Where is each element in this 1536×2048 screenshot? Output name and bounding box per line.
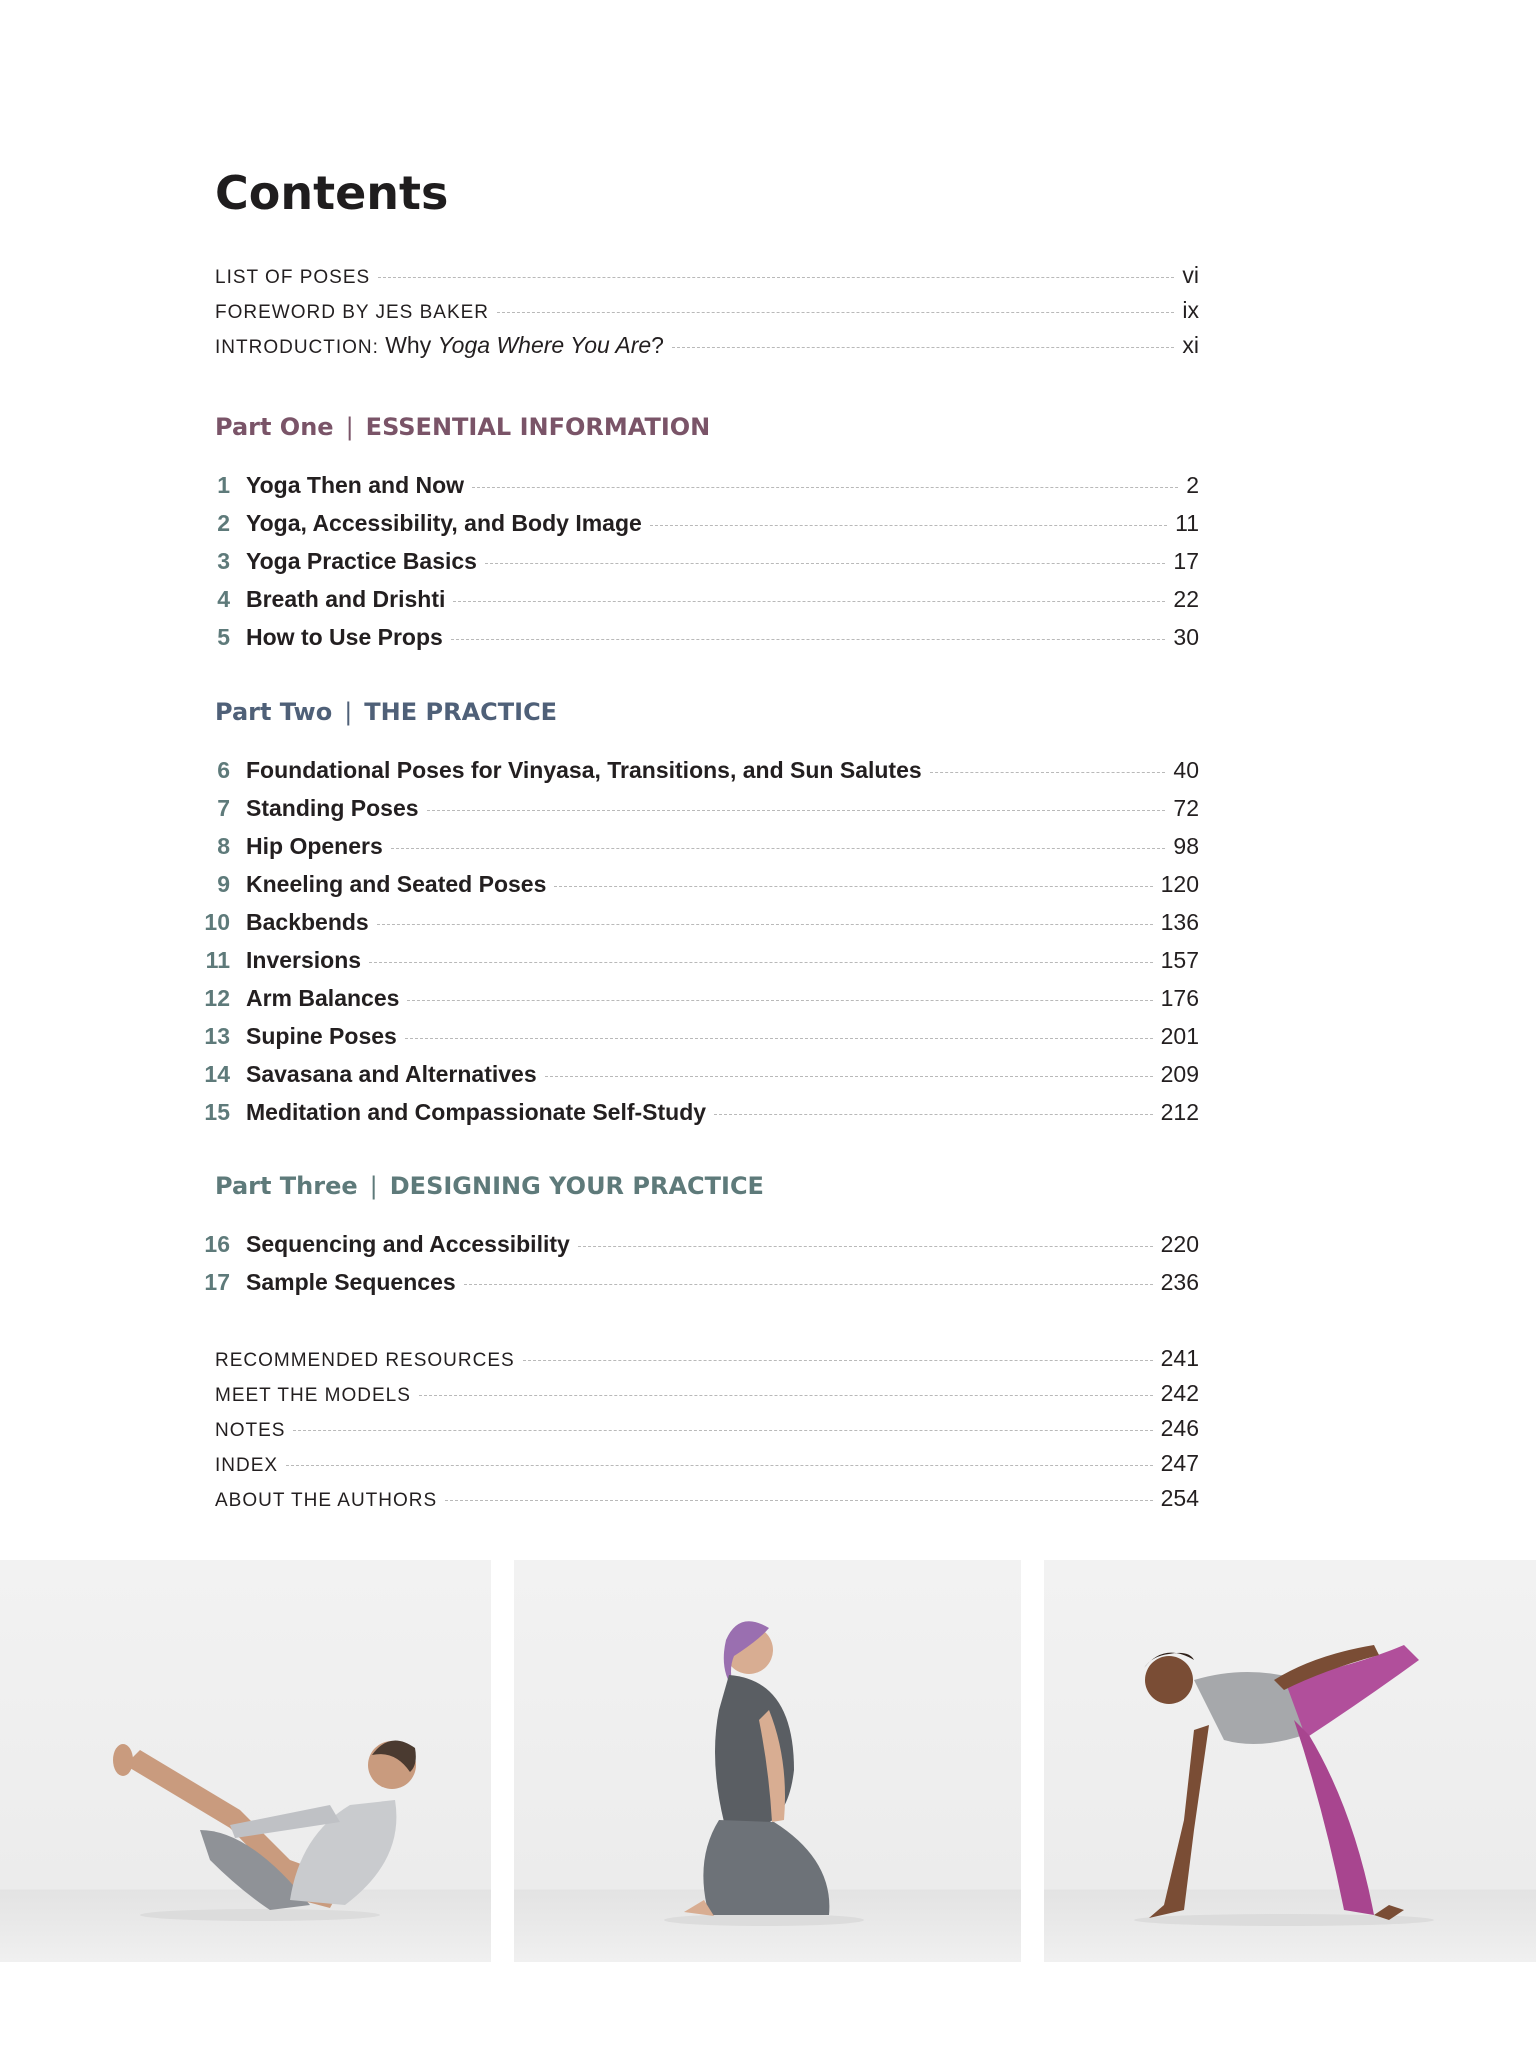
toc-front-introduction[interactable]	[215, 332, 1199, 359]
chapter-page: 120	[1160, 871, 1199, 897]
toc-chapter-7[interactable]	[198, 795, 1199, 822]
leader-dots	[391, 848, 1166, 849]
chapter-number: 15	[204, 1099, 230, 1125]
chapter-number: 17	[204, 1269, 230, 1295]
chapter-title: Inversions	[246, 947, 362, 973]
chapter-title: Supine Poses	[246, 1023, 397, 1049]
toc-label: FOREWORD BY JES BAKER	[215, 302, 490, 323]
chapter-page: 136	[1160, 909, 1199, 935]
chapter-page: 209	[1160, 1061, 1199, 1087]
chapter-number: 14	[204, 1061, 230, 1087]
toc-label: RECOMMENDED RESOURCES	[215, 1350, 515, 1371]
page-title: Contents	[215, 166, 449, 220]
subtitle-italic: Yoga Where You Are	[437, 332, 652, 358]
toc-chapter-2[interactable]	[198, 510, 1199, 537]
chapter-page: 98	[1173, 833, 1199, 859]
leader-dots	[545, 1076, 1153, 1077]
part-name: Part Three	[215, 1172, 358, 1200]
part-title: THE PRACTICE	[364, 698, 558, 726]
leader-dots	[427, 810, 1166, 811]
chapter-page: 2	[1186, 472, 1199, 498]
chapter-number: 10	[204, 909, 230, 935]
leader-dots	[419, 1395, 1153, 1396]
leader-dots	[650, 525, 1167, 526]
toc-label	[215, 332, 664, 359]
kneeling-pose-figure	[514, 1560, 1021, 1962]
chapter-title: Meditation and Compassionate Self-Study	[246, 1099, 707, 1125]
toc-chapter-16[interactable]	[198, 1231, 1199, 1258]
leader-dots	[714, 1114, 1153, 1115]
toc-back-index[interactable]	[215, 1450, 1199, 1477]
leader-dots	[407, 1000, 1152, 1001]
toc-front-foreword[interactable]	[215, 297, 1199, 324]
chapter-title: Foundational Poses for Vinyasa, Transitions, and Sun Salutes	[246, 757, 922, 783]
part-three-heading	[215, 1172, 764, 1200]
leader-dots	[451, 639, 1166, 640]
chapter-page: 30	[1173, 624, 1199, 650]
toc-page: 242	[1160, 1380, 1199, 1406]
part-title: ESSENTIAL INFORMATION	[365, 413, 711, 441]
part-separator: |	[344, 698, 353, 726]
toc-label-prefix: INTRODUCTION:	[215, 337, 379, 358]
leader-dots	[523, 1360, 1153, 1361]
part-name: Part Two	[215, 698, 333, 726]
leader-dots	[453, 601, 1165, 602]
chapter-title: Backbends	[246, 909, 369, 935]
chapter-number: 3	[217, 548, 230, 574]
chapter-page: 212	[1160, 1099, 1199, 1125]
leader-dots	[472, 487, 1178, 488]
chapter-title: Savasana and Alternatives	[246, 1061, 537, 1087]
toc-chapter-17[interactable]	[198, 1269, 1199, 1296]
photo-kneeling-pose	[514, 1560, 1021, 1962]
chapter-number: 13	[204, 1023, 230, 1049]
part-one-heading	[215, 413, 710, 441]
chapter-page: 236	[1160, 1269, 1199, 1295]
leader-dots	[405, 1038, 1153, 1039]
toc-chapter-4[interactable]	[198, 586, 1199, 613]
leader-dots	[464, 1284, 1153, 1285]
part-name: Part One	[215, 413, 334, 441]
toc-label: MEET THE MODELS	[215, 1385, 411, 1406]
chapter-title: Standing Poses	[246, 795, 419, 821]
chapter-page: 72	[1173, 795, 1199, 821]
toc-front-list-of-poses[interactable]	[215, 262, 1199, 289]
toc-page: vi	[1182, 262, 1199, 288]
chapter-page: 201	[1160, 1023, 1199, 1049]
toc-chapter-9[interactable]	[198, 871, 1199, 898]
chapter-number: 11	[205, 947, 230, 973]
chapter-number: 7	[217, 795, 230, 821]
toc-chapter-6[interactable]	[198, 757, 1199, 784]
chapter-number: 8	[217, 833, 230, 859]
chapter-title: Sample Sequences	[246, 1269, 456, 1295]
toc-back-meet-the-models[interactable]	[215, 1380, 1199, 1407]
chapter-page: 17	[1173, 548, 1199, 574]
part-title: DESIGNING YOUR PRACTICE	[389, 1172, 764, 1200]
toc-chapter-1[interactable]	[198, 472, 1199, 499]
leader-dots	[369, 962, 1153, 963]
chapter-title: Yoga Practice Basics	[246, 548, 477, 574]
toc-back-about-the-authors[interactable]	[215, 1485, 1199, 1512]
chapter-number: 4	[217, 586, 230, 612]
toc-page: 246	[1160, 1415, 1199, 1441]
chapter-page: 176	[1160, 985, 1199, 1011]
chapter-title: Kneeling and Seated Poses	[246, 871, 547, 897]
kneeling-twist-figure	[1044, 1560, 1536, 1962]
leader-dots	[497, 312, 1174, 313]
subtitle-end: ?	[651, 332, 664, 358]
toc-chapter-3[interactable]	[198, 548, 1199, 575]
toc-chapter-11[interactable]	[198, 947, 1199, 974]
chapter-title: Arm Balances	[246, 985, 400, 1011]
leader-dots	[930, 772, 1166, 773]
chapter-title: Breath and Drishti	[246, 586, 446, 612]
leader-dots	[485, 563, 1165, 564]
photo-boat-pose	[0, 1560, 491, 1962]
chapter-title: Yoga Then and Now	[246, 472, 465, 498]
chapter-number: 16	[204, 1231, 230, 1257]
leader-dots	[377, 924, 1153, 925]
toc-page: 241	[1160, 1345, 1199, 1371]
toc-back-notes[interactable]	[215, 1415, 1199, 1442]
toc-chapter-5[interactable]	[198, 624, 1199, 651]
toc-chapter-14[interactable]	[198, 1061, 1199, 1088]
part-separator: |	[345, 413, 354, 441]
part-two-heading	[215, 698, 557, 726]
subtitle-plain: Why	[385, 332, 438, 358]
chapter-page: 11	[1175, 510, 1199, 536]
chapter-number: 12	[204, 985, 230, 1011]
chapter-number: 2	[217, 510, 230, 536]
chapter-title: Sequencing and Accessibility	[246, 1231, 570, 1257]
toc-chapter-8[interactable]	[198, 833, 1199, 860]
chapter-title: Hip Openers	[246, 833, 383, 859]
chapter-number: 6	[217, 757, 230, 783]
toc-subtitle	[385, 332, 664, 358]
toc-label: LIST OF POSES	[215, 267, 371, 288]
boat-pose-figure	[0, 1560, 491, 1962]
chapter-title: How to Use Props	[246, 624, 443, 650]
chapter-number: 9	[217, 871, 230, 897]
chapter-number: 1	[217, 472, 230, 498]
toc-chapter-10[interactable]	[198, 909, 1199, 936]
leader-dots	[578, 1246, 1153, 1247]
leader-dots	[445, 1500, 1152, 1501]
leader-dots	[378, 277, 1174, 278]
toc-page: 247	[1160, 1450, 1199, 1476]
toc-chapter-12[interactable]	[198, 985, 1199, 1012]
photo-side-plank-variation	[1044, 1560, 1536, 1962]
toc-chapter-13[interactable]	[198, 1023, 1199, 1050]
toc-chapter-15[interactable]	[198, 1099, 1199, 1126]
leader-dots	[293, 1430, 1152, 1431]
toc-label: INDEX	[215, 1455, 279, 1476]
toc-page: ix	[1182, 297, 1199, 323]
leader-dots	[554, 886, 1152, 887]
toc-back-recommended-resources[interactable]	[215, 1345, 1199, 1372]
chapter-page: 40	[1173, 757, 1199, 783]
leader-dots	[672, 347, 1174, 348]
toc-page: 254	[1160, 1485, 1199, 1511]
leader-dots	[286, 1465, 1153, 1466]
chapter-page: 157	[1160, 947, 1199, 973]
toc-page: xi	[1182, 332, 1199, 358]
part-separator: |	[369, 1172, 378, 1200]
chapter-number: 5	[217, 624, 230, 650]
toc-label: ABOUT THE AUTHORS	[215, 1490, 438, 1511]
chapter-page: 22	[1173, 586, 1199, 612]
toc-label: NOTES	[215, 1420, 286, 1441]
chapter-title: Yoga, Accessibility, and Body Image	[246, 510, 642, 536]
chapter-page: 220	[1160, 1231, 1199, 1257]
